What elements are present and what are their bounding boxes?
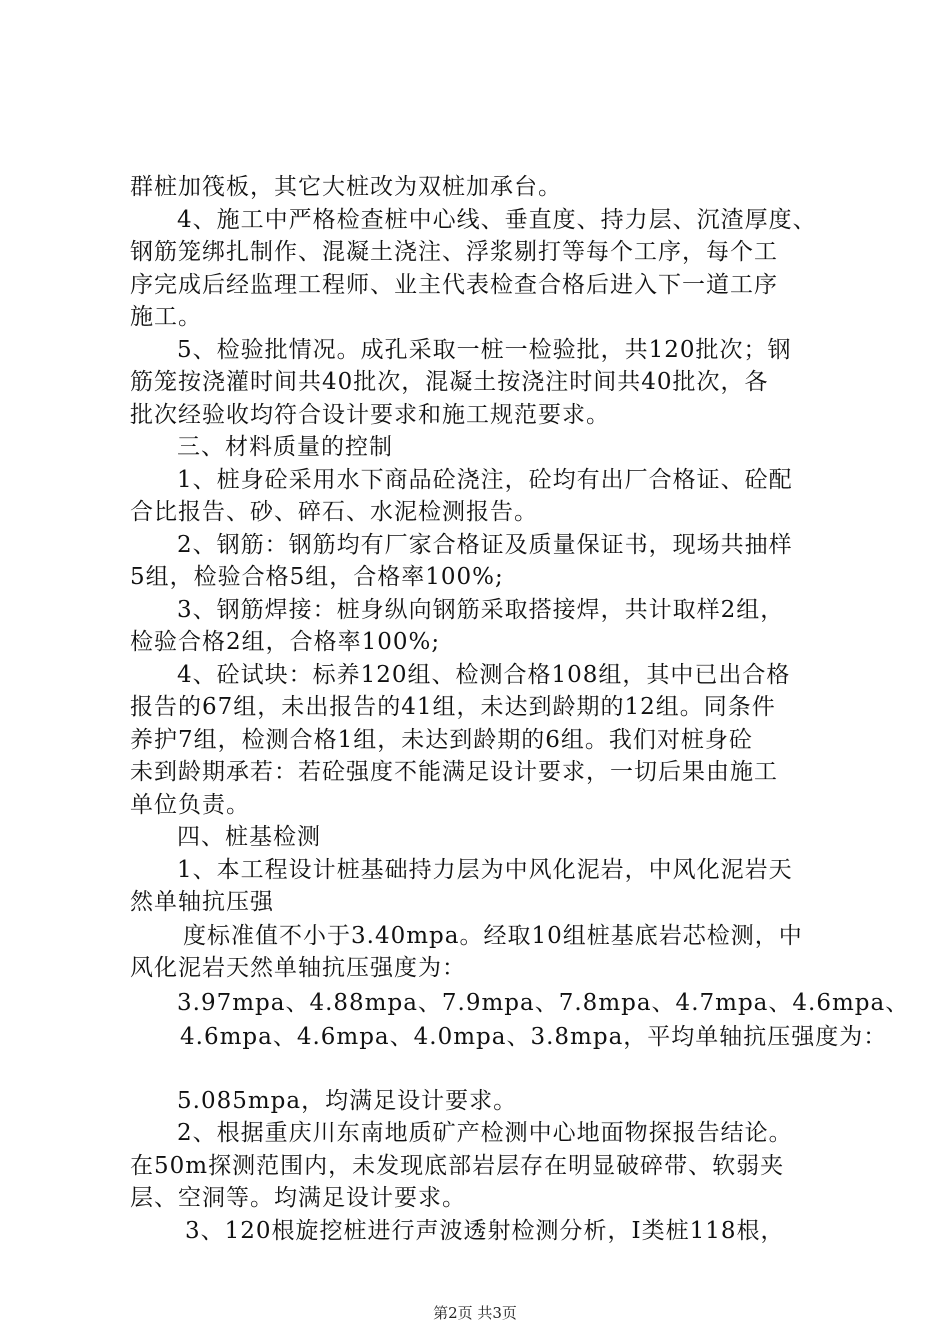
text-line: 1、桩身砼采用水下商品砼浇注，砼均有出厂合格证、砼配 xyxy=(177,467,793,493)
section-heading: 三、材料质量的控制 xyxy=(177,434,393,460)
section-heading: 四、桩基检测 xyxy=(177,824,321,850)
text-line: 在50m探测范围内，未发现底部岩层存在明显破碎带、软弱夹 xyxy=(130,1153,785,1179)
text-line: 钢筋笼绑扎制作、混凝土浇注、浮浆剔打等每个工序，每个工 xyxy=(130,239,778,265)
text-line: 5组，检验合格5组，合格率100%; xyxy=(130,564,504,590)
text-line: 养护7组，检测合格1组，未达到龄期的6组。我们对桩身砼 xyxy=(130,727,753,753)
text-line: 报告的67组，未出报告的41组，未达到龄期的12组。同条件 xyxy=(130,694,776,720)
text-line: 5、检验批情况。成孔采取一桩一检验批，共120批次；钢 xyxy=(177,337,792,363)
text-line: 3、120根旋挖桩进行声波透射检测分析，Ⅰ类桩118根， xyxy=(185,1218,785,1244)
text-line: 然单轴抗压强 xyxy=(130,889,274,915)
text-line: 批次经验收均符合设计要求和施工规范要求。 xyxy=(130,402,610,428)
text-line: 度标准值不小于3.40mpa。经取10组桩基底岩芯检测，中 xyxy=(183,923,803,949)
page-footer: 第2页 共3页 xyxy=(433,1304,517,1322)
text-line: 5.085mpa，均满足设计要求。 xyxy=(177,1088,518,1114)
text-line: 风化泥岩天然单轴抗压强度为： xyxy=(130,955,466,981)
text-line: 4.6mpa、4.6mpa、4.0mpa、3.8mpa，平均单轴抗压强度为： xyxy=(180,1024,888,1050)
text-line: 3.97mpa、4.88mpa、7.9mpa、7.8mpa、4.7mpa、4.6mpa、 xyxy=(177,990,910,1016)
text-line: 3、钢筋焊接：桩身纵向钢筋采取搭接焊，共计取样2组， xyxy=(177,597,785,623)
text-line: 群桩加筏板，其它大桩改为双桩加承台。 xyxy=(130,174,562,200)
text-line: 层、空洞等。均满足设计要求。 xyxy=(130,1185,466,1211)
text-line: 2、钢筋：钢筋均有厂家合格证及质量保证书，现场共抽样 xyxy=(177,532,793,558)
text-line: 序完成后经监理工程师、业主代表检查合格后进入下一道工序 xyxy=(130,272,778,298)
text-line: 未到龄期承若：若砼强度不能满足设计要求，一切后果由施工 xyxy=(130,759,778,785)
text-line: 合比报告、砂、碎石、水泥检测报告。 xyxy=(130,499,538,525)
text-line: 4、砼试块：标养120组、检测合格108组，其中已出合格 xyxy=(177,662,791,688)
text-line: 1、本工程设计桩基础持力层为中风化泥岩，中风化泥岩天 xyxy=(177,857,793,883)
text-line: 单位负责。 xyxy=(130,792,250,818)
text-line: 筋笼按浇灌时间共40批次，混凝土按浇注时间共40批次，各 xyxy=(130,369,769,395)
text-line: 2、根据重庆川东南地质矿产检测中心地面物探报告结论。 xyxy=(177,1120,793,1146)
text-line: 4、施工中严格检查桩中心线、垂直度、持力层、沉渣厚度、 xyxy=(177,207,817,233)
text-line: 施工。 xyxy=(130,304,202,330)
text-line: 检验合格2组，合格率100%; xyxy=(130,629,441,655)
